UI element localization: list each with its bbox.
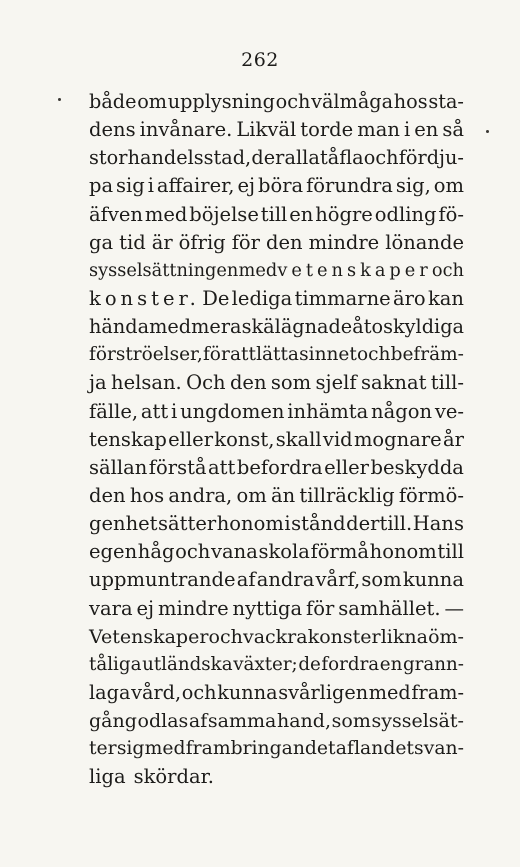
- word: håg: [137, 540, 175, 564]
- text-line: [89, 369, 464, 397]
- word: med: [149, 315, 192, 339]
- word: inhämta: [287, 399, 369, 423]
- word: helsan.: [111, 371, 182, 395]
- word: upplysning: [167, 90, 275, 113]
- word: eller: [324, 455, 369, 479]
- word: sätter: [158, 512, 217, 536]
- word: mera: [191, 315, 242, 339]
- word: ja: [89, 371, 107, 395]
- word: hos: [129, 483, 165, 507]
- word: odlas: [137, 710, 189, 733]
- word: egen: [89, 540, 138, 564]
- word: skäl: [241, 315, 281, 339]
- word: beskydda: [370, 455, 464, 479]
- word: åt: [352, 315, 372, 339]
- word: samma: [207, 710, 277, 733]
- word: dens: [89, 118, 136, 142]
- text-line: [89, 595, 464, 623]
- word: äfven: [89, 202, 143, 226]
- word: som: [331, 710, 371, 733]
- word: sysselsättningen: [89, 260, 239, 281]
- word: tillräcklig: [299, 483, 395, 507]
- word: med: [144, 738, 186, 760]
- word: i: [284, 512, 291, 536]
- word: fälle,: [89, 399, 139, 423]
- word: välmåga: [311, 90, 394, 113]
- word: i: [403, 118, 411, 142]
- word: vara: [89, 596, 133, 620]
- word: sinnet: [299, 344, 357, 366]
- word: förstå: [148, 455, 207, 479]
- word: konst,: [214, 427, 275, 451]
- word: kunna: [217, 680, 278, 704]
- word: vård,: [131, 680, 182, 704]
- word: i: [147, 174, 154, 198]
- text-line: [89, 707, 464, 735]
- word: vana: [211, 540, 258, 564]
- word: timmarne: [294, 286, 391, 310]
- text-line: [89, 144, 464, 172]
- word: kan: [427, 286, 464, 310]
- word: år: [442, 427, 464, 451]
- word: den: [265, 230, 303, 254]
- word: samhället.: [338, 596, 441, 620]
- text-line: [89, 735, 464, 763]
- text-line: [89, 116, 464, 144]
- word: förundra: [306, 174, 393, 198]
- word: honom: [369, 540, 437, 564]
- word: och: [431, 260, 464, 281]
- word: och: [175, 540, 211, 564]
- text-line: [89, 285, 464, 313]
- word: stånd: [291, 512, 346, 536]
- word: som: [361, 568, 402, 592]
- word: saknat: [360, 371, 427, 395]
- word: ej: [136, 596, 155, 620]
- word: stor: [89, 146, 128, 170]
- word: böjelse: [189, 202, 259, 226]
- word: likna: [380, 625, 428, 648]
- word: som: [270, 371, 312, 395]
- word: ve-: [434, 399, 464, 423]
- word: är: [151, 230, 173, 254]
- word: högre: [315, 202, 373, 226]
- word: pa: [89, 174, 114, 198]
- word: om: [433, 174, 464, 198]
- word: sjelf: [315, 371, 357, 395]
- word: befordra: [236, 455, 323, 479]
- text-line: [89, 201, 464, 229]
- word: både: [89, 90, 137, 113]
- word: ga: [89, 230, 114, 254]
- word: alla: [284, 146, 320, 170]
- word: sig,: [395, 174, 431, 198]
- word: uppmuntrande: [89, 568, 236, 592]
- text-line: [89, 229, 464, 257]
- word: med: [238, 260, 278, 281]
- word: än: [270, 483, 296, 507]
- word: Och: [186, 371, 226, 395]
- word: till-: [430, 371, 464, 395]
- word: mindre: [158, 596, 229, 620]
- word: en: [379, 653, 403, 675]
- word: hos: [393, 90, 428, 113]
- word: förmö-: [398, 483, 464, 507]
- word: att: [230, 344, 256, 366]
- word: lönande: [385, 230, 464, 254]
- word: förströelser,: [89, 344, 203, 366]
- word: landets: [354, 738, 424, 760]
- word: någon: [371, 399, 433, 423]
- word: tåfla: [320, 146, 364, 170]
- word: —: [444, 596, 464, 620]
- word: att: [208, 455, 236, 479]
- word: torde: [300, 118, 354, 142]
- word: till: [260, 202, 288, 226]
- word: honom: [216, 512, 284, 536]
- word: öm-: [428, 625, 464, 648]
- word: lätta: [256, 344, 299, 366]
- word: och: [357, 344, 391, 366]
- word: grann-: [402, 653, 464, 675]
- word: andra,: [168, 483, 233, 507]
- text-line: [89, 398, 464, 426]
- word: med: [144, 202, 188, 226]
- word: Vetenskaper: [89, 625, 209, 648]
- word: fram-: [411, 680, 464, 704]
- print-speck: [486, 130, 489, 133]
- text-line: [89, 257, 464, 285]
- word: de: [298, 653, 321, 675]
- word: af: [236, 568, 256, 592]
- word: skola: [258, 540, 310, 564]
- text-line: [89, 426, 464, 454]
- text-line: [89, 341, 464, 369]
- word: man: [357, 118, 400, 142]
- body-text: [89, 88, 464, 792]
- word: fö-: [438, 202, 464, 226]
- word: sig: [116, 174, 145, 198]
- word: dertill.: [346, 512, 413, 536]
- word: vid: [322, 427, 353, 451]
- text-line: [89, 651, 464, 679]
- word: eller: [168, 427, 214, 451]
- word: öfrig: [178, 230, 226, 254]
- word: laga: [89, 680, 131, 704]
- word: genhet: [89, 512, 158, 536]
- word: sta-: [428, 90, 464, 113]
- text-line: [89, 679, 464, 707]
- word: invånare.: [139, 118, 233, 142]
- word: ter: [89, 738, 117, 760]
- text-line: [89, 172, 464, 200]
- word: affairer,: [156, 174, 235, 198]
- text-line: [89, 510, 464, 538]
- word: ej: [237, 174, 256, 198]
- word: tid: [119, 230, 146, 254]
- word: hand,: [276, 710, 331, 733]
- text-line: [89, 566, 464, 594]
- word: sig: [116, 738, 145, 760]
- word: odling: [374, 202, 437, 226]
- text-line: [89, 763, 464, 791]
- word: tenskap: [89, 427, 167, 451]
- word: fordra: [321, 653, 380, 675]
- word: svårligen: [278, 680, 369, 704]
- page-number: 262: [241, 49, 279, 71]
- word: växter;: [233, 653, 298, 675]
- word: vackra: [242, 625, 308, 648]
- word: tåliga: [89, 653, 142, 675]
- word: lediga: [231, 286, 293, 310]
- word: och: [181, 680, 217, 704]
- word: om: [137, 90, 168, 113]
- word: den: [229, 371, 267, 395]
- word: att: [140, 399, 169, 423]
- word: för: [202, 344, 230, 366]
- word: vårf,: [315, 568, 361, 592]
- word: sysselsät-: [371, 710, 464, 733]
- word: så: [442, 118, 464, 142]
- word: sällan: [89, 455, 148, 479]
- word: De: [202, 286, 230, 310]
- text-line: [89, 482, 464, 510]
- word: en: [414, 118, 439, 142]
- word: böra: [257, 174, 304, 198]
- word: ungdomen: [180, 399, 285, 423]
- word: konster.: [89, 286, 200, 310]
- word: handelsstad,: [127, 146, 252, 170]
- word: skall: [275, 427, 322, 451]
- word: liga: [89, 765, 126, 789]
- word: och: [208, 625, 243, 648]
- word: konster: [307, 625, 381, 648]
- text-line: [89, 538, 464, 566]
- word: befräm-: [390, 344, 464, 366]
- word: och: [363, 146, 399, 170]
- word: gång: [89, 710, 137, 733]
- word: en: [289, 202, 314, 226]
- word: der: [251, 146, 285, 170]
- word: skördar.: [133, 765, 214, 789]
- word: äro: [392, 286, 426, 310]
- word: hända: [89, 315, 150, 339]
- word: mognare: [353, 427, 442, 451]
- word: vetenskaper: [277, 260, 432, 281]
- print-speck: [58, 98, 61, 101]
- word: för: [231, 230, 260, 254]
- word: utländska: [142, 653, 233, 675]
- word: om: [236, 483, 267, 507]
- word: med: [368, 680, 411, 704]
- word: Likväl: [236, 118, 297, 142]
- text-line: [89, 454, 464, 482]
- word: till: [437, 540, 464, 564]
- word: af: [188, 710, 208, 733]
- word: mindre: [308, 230, 380, 254]
- word: oskyldiga: [371, 315, 464, 339]
- word: i: [171, 399, 178, 423]
- word: andra: [256, 568, 315, 592]
- word: fördju-: [398, 146, 464, 170]
- text-line: [89, 313, 464, 341]
- text-line: [89, 623, 464, 651]
- word: af: [335, 738, 354, 760]
- word: nyttiga: [232, 596, 303, 620]
- word: van-: [423, 738, 464, 760]
- word: frambringandet: [185, 738, 336, 760]
- text-line: [89, 88, 464, 116]
- word: och: [275, 90, 311, 113]
- word: den: [89, 483, 126, 507]
- word: Hans: [412, 512, 464, 536]
- word: förmå: [310, 540, 369, 564]
- word: kunna: [402, 568, 464, 592]
- word: ägnade: [280, 315, 353, 339]
- word: för: [306, 596, 335, 620]
